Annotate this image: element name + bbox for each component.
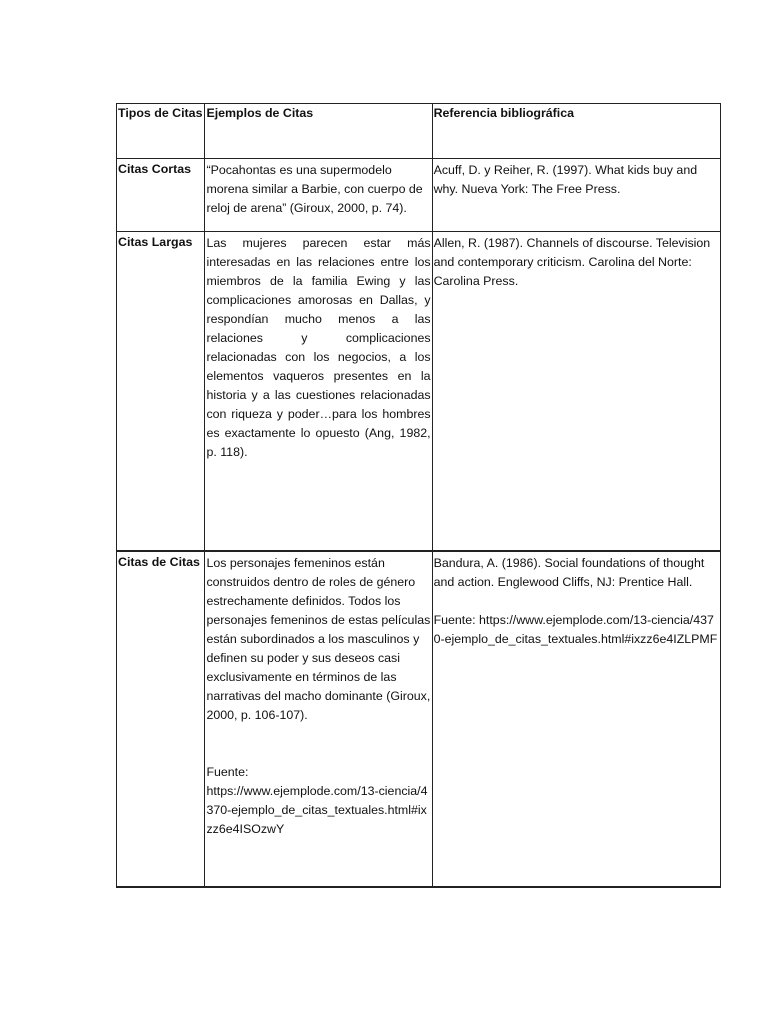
- row-example-cell: [205, 159, 432, 232]
- paragraph-spacer: [206, 744, 431, 763]
- row-type-label: Citas Largas: [118, 235, 193, 249]
- table-row-citas-cortas: [117, 159, 721, 232]
- long-quote-reference: Allen, R. (1987). Channels of discourse. Television and contemporary criticism. Carolina del Norte: Carolina Press.: [433, 236, 711, 288]
- row-reference-cell: [432, 232, 720, 552]
- row-reference-cell: [432, 551, 720, 887]
- row-reference-cell: [432, 159, 720, 232]
- row-type-label: Citas Cortas: [118, 162, 191, 176]
- row-type-label: Citas de Citas: [118, 555, 200, 569]
- header-example: Ejemplos de Citas: [205, 104, 432, 159]
- header-reference: Referencia bibliográfica: [432, 104, 720, 159]
- row-type-cell: [117, 232, 205, 552]
- paragraph-spacer: [206, 725, 431, 744]
- row-type-cell: [117, 551, 205, 887]
- nested-quote-text: Los personajes femeninos están construidos dentro de roles de género estrechamente definidos. Todos los personajes femeninos de estas películas están subordinados a los masculinos y definen su poder y sus deseos casi exclusivamente en términos de las narrativas del macho dominante (Giroux, 2000, p. 106-107).: [206, 556, 431, 722]
- short-quote-text: “Pocahontas es una supermodelo morena similar a Barbie, con cuerpo de reloj de arena” (Giroux, 2000, p. 74).: [206, 163, 423, 215]
- table-row-citas-de-citas: [117, 551, 721, 887]
- nested-quote-reference-source[interactable]: Fuente: https://www.ejemplode.com/13-ciencia/4370-ejemplo_de_citas_textuales.html#ixzz6e4IZLPMF: [433, 613, 718, 646]
- row-example-cell: [205, 551, 432, 887]
- citations-table: [116, 103, 721, 888]
- nested-quote-source-url[interactable]: https://www.ejemplode.com/13-ciencia/4370-ejemplo_de_citas_textuales.html#ixzz6e4ISOzwY: [206, 784, 428, 836]
- table-row-citas-largas: [117, 232, 721, 552]
- header-type: Tipos de Citas: [117, 104, 205, 159]
- long-quote-text: Las mujeres parecen estar más interesadas en las relaciones entre los miembros de la familia Ewing y las complicaciones amorosas en Dallas, y respondían mucho menos a las relaciones y complicaciones relacionadas con los negocios, a los elementos vaqueros presentes en la historia y a las cuestiones relacionadas con riqueza y poder…para los hombres es exactamente lo opuesto (Ang, 1982, p. 118).: [206, 236, 431, 459]
- row-example-cell: [205, 232, 432, 552]
- table-header-row: [117, 104, 721, 159]
- paragraph-spacer: [434, 592, 720, 611]
- row-type-cell: [117, 159, 205, 232]
- short-quote-reference: Acuff, D. y Reiher, R. (1997). What kids buy and why. Nueva York: The Free Press.: [433, 163, 698, 196]
- nested-quote-source-label: Fuente:: [206, 765, 249, 779]
- nested-quote-reference: Bandura, A. (1986). Social foundations of thought and action. Englewood Cliffs, NJ: Prentice Hall.: [433, 556, 705, 589]
